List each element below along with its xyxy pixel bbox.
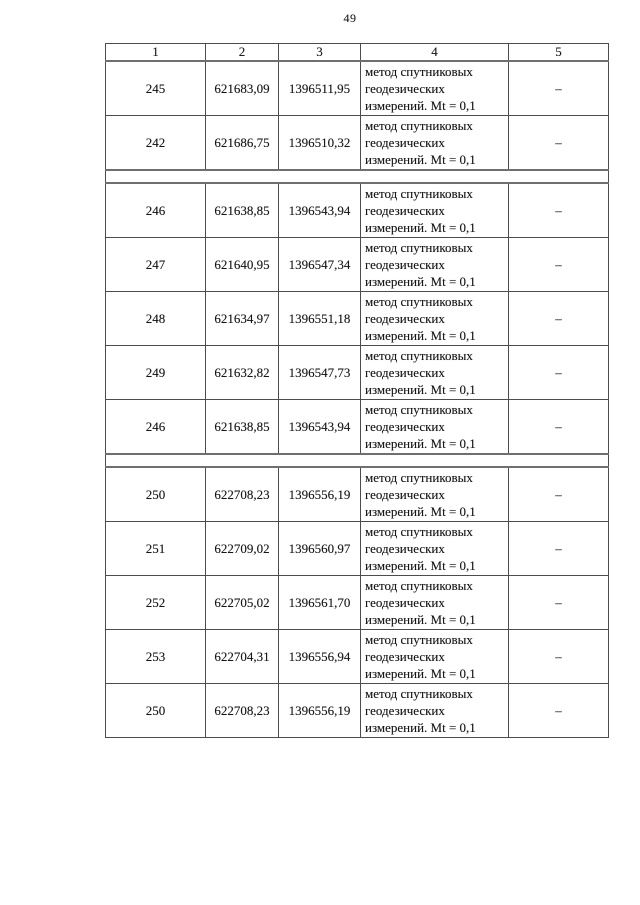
cell-method: метод спутниковых геодезических измерений. Mt = 0,1	[361, 684, 509, 738]
cell-coordinate-y: 1396510,32	[279, 116, 361, 171]
column-header-5: 5	[509, 44, 609, 62]
cell-method: метод спутниковых геодезических измерений. Mt = 0,1	[361, 467, 509, 522]
cell-note: –	[509, 522, 609, 576]
table-row	[106, 238, 609, 292]
group-separator-cell	[106, 454, 609, 467]
table-header	[106, 44, 609, 62]
cell-point-number: 246	[106, 400, 206, 455]
cell-coordinate-x: 621683,09	[206, 61, 279, 116]
cell-point-number: 249	[106, 346, 206, 400]
cell-method: метод спутниковых геодезических измерений. Mt = 0,1	[361, 346, 509, 400]
cell-point-number: 246	[106, 183, 206, 238]
column-header-2: 2	[206, 44, 279, 62]
cell-coordinate-y: 1396551,18	[279, 292, 361, 346]
cell-note: –	[509, 467, 609, 522]
cell-coordinate-y: 1396556,19	[279, 684, 361, 738]
table-row	[106, 183, 609, 238]
cell-note: –	[509, 61, 609, 116]
cell-coordinate-y: 1396556,19	[279, 467, 361, 522]
cell-method: метод спутниковых геодезических измерений. Mt = 0,1	[361, 576, 509, 630]
cell-note: –	[509, 576, 609, 630]
cell-coordinate-x: 622709,02	[206, 522, 279, 576]
group-separator-row	[106, 454, 609, 467]
cell-note: –	[509, 346, 609, 400]
cell-coordinate-x: 622708,23	[206, 684, 279, 738]
cell-coordinate-y: 1396556,94	[279, 630, 361, 684]
table-row	[106, 467, 609, 522]
cell-note: –	[509, 400, 609, 455]
cell-coordinate-y: 1396543,94	[279, 400, 361, 455]
cell-point-number: 251	[106, 522, 206, 576]
table-row	[106, 292, 609, 346]
cell-point-number: 242	[106, 116, 206, 171]
table-row	[106, 346, 609, 400]
cell-method: метод спутниковых геодезических измерений. Mt = 0,1	[361, 116, 509, 171]
table-row	[106, 630, 609, 684]
cell-coordinate-x: 622708,23	[206, 467, 279, 522]
cell-note: –	[509, 630, 609, 684]
table-row	[106, 400, 609, 455]
cell-note: –	[509, 292, 609, 346]
table-row	[106, 522, 609, 576]
column-header-1: 1	[106, 44, 206, 62]
cell-method: метод спутниковых геодезических измерений. Mt = 0,1	[361, 522, 509, 576]
column-header-4: 4	[361, 44, 509, 62]
cell-method: метод спутниковых геодезических измерений. Mt = 0,1	[361, 292, 509, 346]
cell-method: метод спутниковых геодезических измерений. Mt = 0,1	[361, 630, 509, 684]
table-row	[106, 61, 609, 116]
cell-note: –	[509, 238, 609, 292]
cell-point-number: 250	[106, 684, 206, 738]
coordinates-table	[105, 43, 609, 738]
group-separator-cell	[106, 170, 609, 183]
cell-coordinate-y: 1396547,73	[279, 346, 361, 400]
cell-method: метод спутниковых геодезических измерений. Mt = 0,1	[361, 400, 509, 455]
cell-method: метод спутниковых геодезических измерений. Mt = 0,1	[361, 238, 509, 292]
column-header-3: 3	[279, 44, 361, 62]
cell-point-number: 252	[106, 576, 206, 630]
cell-coordinate-x: 622705,02	[206, 576, 279, 630]
header-row	[106, 44, 609, 62]
cell-coordinate-x: 621634,97	[206, 292, 279, 346]
cell-coordinate-y: 1396511,95	[279, 61, 361, 116]
cell-coordinate-x: 621638,85	[206, 400, 279, 455]
cell-note: –	[509, 684, 609, 738]
cell-coordinate-x: 621686,75	[206, 116, 279, 171]
cell-point-number: 253	[106, 630, 206, 684]
cell-note: –	[509, 116, 609, 171]
cell-coordinate-x: 621638,85	[206, 183, 279, 238]
cell-coordinate-x: 621632,82	[206, 346, 279, 400]
cell-point-number: 245	[106, 61, 206, 116]
cell-note: –	[509, 183, 609, 238]
cell-coordinate-x: 621640,95	[206, 238, 279, 292]
table-row	[106, 576, 609, 630]
cell-method: метод спутниковых геодезических измерений. Mt = 0,1	[361, 61, 509, 116]
cell-coordinate-y: 1396561,70	[279, 576, 361, 630]
table-row	[106, 116, 609, 171]
cell-point-number: 247	[106, 238, 206, 292]
cell-coordinate-y: 1396543,94	[279, 183, 361, 238]
cell-coordinate-y: 1396547,34	[279, 238, 361, 292]
cell-coordinate-x: 622704,31	[206, 630, 279, 684]
table-body	[106, 61, 609, 738]
page-number: 49	[343, 11, 357, 25]
cell-point-number: 250	[106, 467, 206, 522]
group-separator-row	[106, 170, 609, 183]
cell-coordinate-y: 1396560,97	[279, 522, 361, 576]
table-row	[106, 684, 609, 738]
cell-point-number: 248	[106, 292, 206, 346]
cell-method: метод спутниковых геодезических измерений. Mt = 0,1	[361, 183, 509, 238]
